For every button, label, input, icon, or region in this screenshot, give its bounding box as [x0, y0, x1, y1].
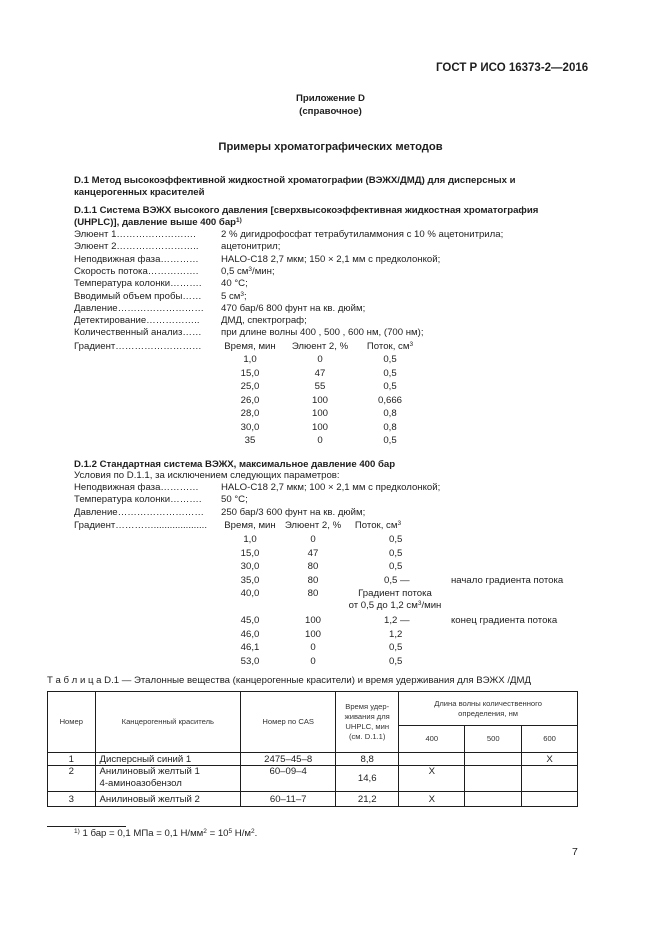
- param-value: 0,5 $см^3$/мин;: [221, 265, 275, 277]
- param-label: Вводимый объем пробы……: [74, 290, 202, 302]
- cell-time: 30,0: [240, 421, 260, 433]
- cell-flow-detail: от 0,5 до 1,2 $см^3$/мин: [348, 600, 442, 611]
- cell-eluent: 100: [311, 408, 328, 419]
- param-value: 470 бар/6 800 фунт на кв. дюйм;: [221, 302, 366, 314]
- param-label: Температура колонки……….: [74, 278, 202, 290]
- cell-400: X: [399, 766, 465, 792]
- cell-time: 1,0: [243, 354, 257, 365]
- cell-flow: 1,2: [389, 628, 403, 640]
- section-d1-heading-line2: канцерогенных красителей: [74, 187, 205, 198]
- param-label: Скорость потока…………….: [74, 265, 199, 277]
- param-label: Детектирование……………..: [74, 315, 200, 327]
- th-600: 600: [522, 726, 578, 753]
- param-value: ДМД, спектрограф;: [221, 315, 307, 327]
- cell-retention: 14,6: [336, 766, 399, 792]
- cell-eluent: 0: [317, 435, 323, 446]
- th-retention: Время удер- живания для UHPLC, мин (см. D.1.1): [336, 692, 399, 753]
- table-row: [48, 792, 578, 807]
- cell-cas: 60–09–4: [241, 766, 336, 792]
- cell-time: 45,0: [240, 615, 260, 626]
- param-label: Неподвижная фаза…………: [74, 253, 199, 265]
- cell-time: 46,0: [240, 628, 260, 640]
- cell-500: [465, 792, 522, 807]
- cell-retention: 8,8: [336, 753, 399, 766]
- cell-number: 3: [48, 792, 96, 807]
- cell-flow: 0,8: [383, 408, 397, 419]
- cell-time: 28,0: [240, 408, 260, 419]
- cell-eluent: 100: [311, 394, 328, 406]
- cell-time: 40,0: [240, 588, 260, 599]
- cell-eluent: 0: [310, 655, 316, 667]
- reference-substances-table: [47, 691, 578, 807]
- cell-cas: 2475–45–8: [241, 753, 336, 766]
- footnote-divider: [47, 826, 126, 827]
- th-cas: Номер по CAS: [241, 692, 336, 753]
- param-value: 50 °C;: [221, 494, 248, 506]
- cell-500: [465, 753, 522, 766]
- cell-note: начало градиента потока: [451, 574, 564, 586]
- d12-intro: Условия по D.1.1, за исключением следующих параметров:: [74, 470, 340, 481]
- param-label: Давление………………………: [74, 302, 204, 314]
- cell-600: [522, 792, 578, 807]
- cell-flow: 0,5: [383, 354, 397, 365]
- cell-flow: 0,5: [383, 435, 397, 446]
- param-value: ацетонитрил;: [221, 241, 281, 253]
- cell-flow: 0,5: [383, 381, 397, 392]
- cell-time: 35: [244, 435, 256, 446]
- cell-time: 1,0: [243, 534, 257, 545]
- param-value: при длине волны 400 , 500 , 600 нм, (700 нм);: [221, 327, 424, 339]
- d11-gradient-label: Градиент………………………: [74, 341, 202, 352]
- section-d11-heading-line1: D.1.1 Система ВЭЖХ высокого давления [сверхвысокоэффективная жидкостная хроматография: [74, 205, 539, 216]
- d12-col-eluent: Элюент 2, %: [284, 520, 342, 531]
- cell-retention: 21,2: [336, 792, 399, 807]
- param-label: Элюент 1…………………….: [74, 229, 196, 240]
- cell-number: 2: [48, 766, 96, 792]
- param-label: Давление………………………: [74, 506, 204, 518]
- cell-eluent: 80: [307, 561, 319, 572]
- cell-time: 15,0: [240, 547, 260, 559]
- cell-flow: 0,5: [389, 534, 403, 545]
- cell-note: конец градиента потока: [451, 615, 558, 626]
- table-row: [48, 753, 578, 766]
- param-value: HALO-C18 2,7 мкм; 100 × 2,1 мм с предколонкой;: [221, 482, 441, 493]
- param-label: Неподвижная фаза…………: [74, 482, 199, 493]
- cell-600: X: [522, 753, 578, 766]
- d11-col-flow: Поток, $см^3$: [366, 341, 414, 352]
- cell-flow: Градиент потока: [358, 588, 432, 599]
- section-d1-heading-line1: D.1 Метод высокоэффективной жидкостной хроматографии (ВЭЖХ/ДМД) для дисперсных и: [74, 175, 516, 186]
- d11-col-eluent: Элюент 2, %: [291, 341, 349, 352]
- th-wavelength: Длина волны количественного определения, нм: [399, 692, 578, 726]
- cell-flow: 0,5: [389, 561, 403, 572]
- cell-eluent: 0: [310, 642, 316, 653]
- cell-time: 53,0: [240, 655, 260, 667]
- cell-flow: 0,666: [377, 394, 402, 406]
- cell-eluent: 100: [304, 628, 321, 640]
- section-d11-heading-line2: (UHPLC)], давление выше 400 бар$^{1)}$: [74, 217, 242, 228]
- main-title: Примеры хроматографических методов: [218, 141, 443, 153]
- cell-dye: Дисперсный синий 1: [95, 753, 241, 766]
- page-number: 7: [572, 846, 578, 858]
- param-value: 2 % дигидрофосфат тетрабутиламмония с 10 % ацетонитрила;: [221, 229, 504, 240]
- cell-flow: 0,5: [389, 655, 403, 667]
- cell-600: [522, 766, 578, 792]
- cell-time: 35,0: [240, 574, 260, 586]
- cell-eluent: 47: [314, 367, 326, 379]
- cell-flow: 0,5: [389, 642, 403, 653]
- appendix-subtitle: (справочное): [299, 106, 362, 117]
- cell-time: 46,1: [240, 642, 260, 653]
- table-caption: Т а б л и ц а D.1 — Эталонные вещества (канцерогенные красители) и время удерживания для ВЭЖХ /ДМД: [47, 675, 531, 686]
- cell-eluent: 55: [314, 381, 326, 392]
- cell-number: 1: [48, 753, 96, 766]
- th-400: 400: [399, 726, 465, 753]
- standard-number: ГОСТ Р ИСО 16373-2—2016: [436, 62, 589, 74]
- cell-400: [399, 753, 465, 766]
- th-dye: Канцерогенный краситель: [95, 692, 241, 753]
- d12-col-flow: Поток, $см^3$: [354, 520, 402, 531]
- cell-cas: 60–11–7: [241, 792, 336, 807]
- param-value: 5 $см^3$;: [221, 290, 247, 302]
- cell-time: 30,0: [240, 561, 260, 572]
- cell-time: 15,0: [240, 367, 260, 379]
- param-value: HALO-C18 2,7 мкм; 150 × 2,1 мм с предколонкой;: [221, 253, 441, 265]
- th-500: 500: [465, 726, 522, 753]
- cell-500: [465, 766, 522, 792]
- cell-eluent: 47: [307, 547, 319, 559]
- footnote: $^{1)}$ 1 бар = 0,1 МПа = 0,1 $Н/мм^2 = 10^5$ $Н/м^2$.: [74, 828, 258, 839]
- table-row: [48, 766, 578, 792]
- cell-eluent: 100: [304, 615, 321, 626]
- cell-time: 25,0: [240, 381, 260, 392]
- cell-flow: 0,5: [383, 367, 397, 379]
- param-label: Количественный анализ……: [74, 327, 202, 339]
- param-label: Температура колонки……….: [74, 494, 202, 506]
- cell-eluent: 80: [307, 588, 319, 599]
- cell-dye: Анилиновый желтый 2: [95, 792, 241, 807]
- cell-flow: 1,2 —: [384, 615, 410, 626]
- cell-flow: 0,8: [383, 421, 397, 433]
- d12-gradient-label: Градиент…………....................: [74, 520, 207, 531]
- cell-flow: 0,5: [389, 547, 403, 559]
- section-d12-heading: D.1.2 Стандартная система ВЭЖХ, максимальное давление 400 бар: [74, 459, 396, 470]
- th-number: Номер: [48, 692, 96, 753]
- cell-eluent: 0: [317, 354, 323, 365]
- appendix-title: Приложение D: [296, 93, 365, 104]
- cell-flow: 0,5 —: [384, 574, 410, 586]
- d11-col-time: Время, мин: [224, 341, 276, 352]
- cell-eluent: 80: [307, 574, 319, 586]
- cell-eluent: 0: [310, 534, 316, 545]
- cell-time: 26,0: [240, 394, 260, 406]
- cell-400: X: [399, 792, 465, 807]
- cell-eluent: 100: [311, 421, 328, 433]
- param-label: Элюент 2……………………..: [74, 241, 199, 253]
- param-value: 250 бар/3 600 фунт на кв. дюйм;: [221, 506, 366, 518]
- param-value: 40 °C;: [221, 278, 248, 290]
- d12-col-time: Время, мин: [224, 520, 276, 531]
- cell-dye: Анилиновый желтый 1 4-аминоазобензол: [95, 766, 241, 792]
